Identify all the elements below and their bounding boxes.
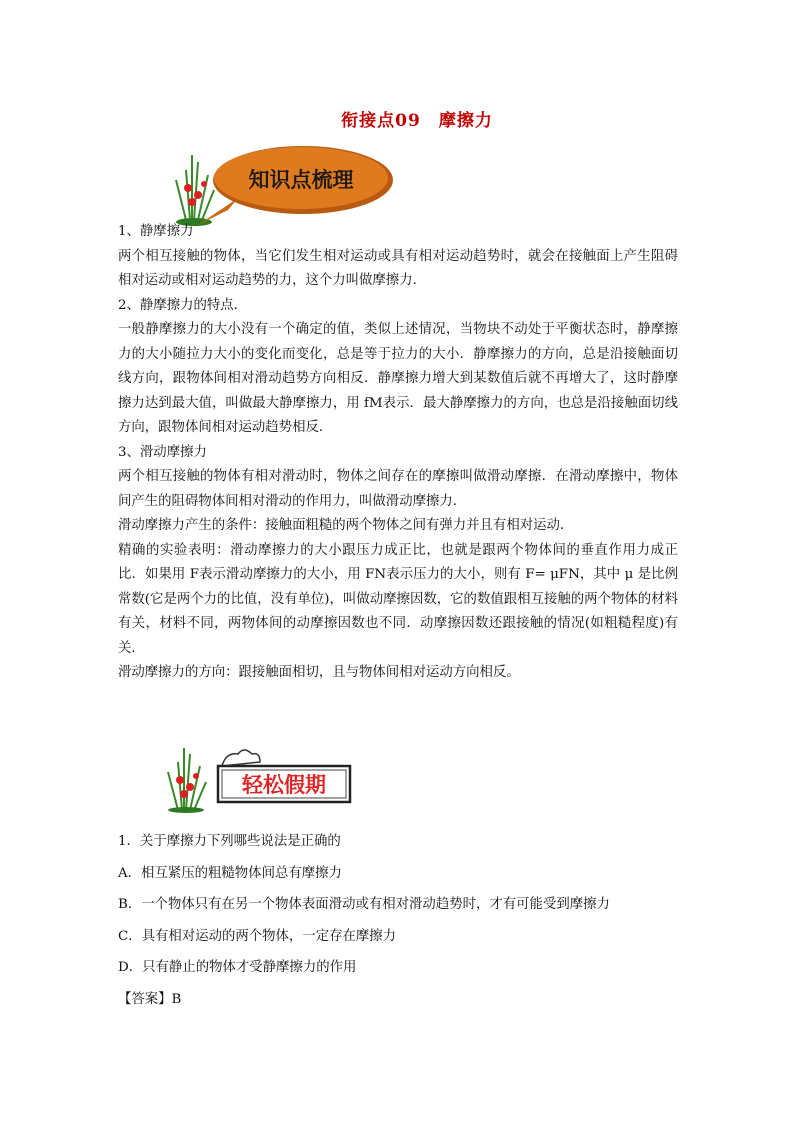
option-a: A．相互紧压的粗糙物体间总有摩擦力	[118, 865, 342, 881]
banner2-label: 轻松假期	[242, 772, 326, 797]
question-block	[118, 826, 678, 1015]
holiday-banner	[160, 744, 360, 814]
option-c: C．具有相对运动的两个物体，一定存在摩擦力	[118, 928, 397, 944]
paragraph: 一般静摩擦力的大小没有一个确定的值，类似上述情况，当物块不动处于平衡状态时，静摩擦力的大小随拉力大小的变化而变化，总是等于拉力的大小．静摩擦力的方向，总是沿接触面切线方向，跟物体间相对滑动趋势方向相反．静摩擦力增大到某数值后就不再增大了，这时静摩擦力达到最大值，叫做最大静摩擦力，用 fM表示．最大静摩擦力的方向，也总是沿接触面切线方向，跟物体间相对运动趋势相反．	[118, 322, 678, 435]
option-b: B．一个物体只有在另一个物体表面滑动或有相对滑动趋势时，才有可能受到摩擦力	[118, 897, 610, 912]
paragraph: 1、静摩擦力	[118, 224, 194, 239]
question-stem: 1．关于摩擦力下列哪些说法是正确的	[118, 834, 341, 849]
sun-icon	[222, 750, 260, 766]
grass-icon	[168, 748, 206, 813]
knowledge-content	[118, 220, 678, 686]
answer: 【答案】B	[118, 991, 182, 1007]
option-d: D．只有静止的物体才受静摩擦力的作用	[118, 960, 357, 975]
knowledge-banner	[168, 140, 398, 230]
paragraph: 精确的实验表明：滑动摩擦力的大小跟压力成正比，也就是跟两个物体间的垂直作用力成正比．如果用 F表示滑动摩擦力的大小，用 FN表示压力的大小，则有 F= μFN，其中 μ 是比例常数(它是两个力的比值，没有单位)，叫做动摩擦因数，它的数值跟相互接触的两个物体的材料有关，材料不同，两物体间的动摩擦因数也不同．动摩擦因数还跟接触的情况(如粗糙程度)有关．	[118, 542, 678, 656]
paragraph: 滑动摩擦力产生的条件：接触面粗糙的两个物体之间有弹力并且有相对运动．	[118, 518, 574, 533]
paragraph: 2、静摩擦力的特点．	[118, 297, 248, 313]
paragraph: 滑动摩擦力的方向：跟接触面相切，且与物体间相对运动方向相反。	[118, 665, 520, 680]
paragraph: 两个相互接触的物体有相对滑动时，物体之间存在的摩擦叫做滑动摩擦．在滑动摩擦中，物体间产生的阻碍物体间相对滑动的作用力，叫做滑动摩擦力．	[118, 469, 678, 509]
grass-icon	[176, 155, 214, 226]
banner1-label: 知识点梳理	[248, 167, 354, 192]
paragraph: 3、滑动摩擦力	[118, 444, 207, 460]
paragraph: 两个相互接触的物体，当它们发生相对运动或具有相对运动趋势时，就会在接触面上产生阻碍相对运动或相对运动趋势的力，这个力叫做摩擦力．	[118, 248, 678, 288]
page-title: 衔接点09 摩擦力	[341, 111, 493, 131]
